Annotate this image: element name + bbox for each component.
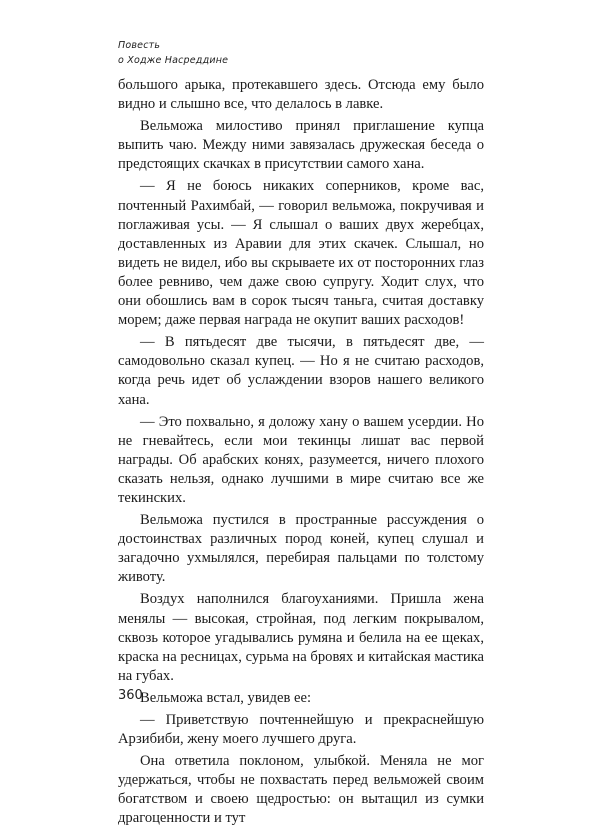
paragraph: Она ответила поклоном, улыбкой. Меняла не мог удержаться, чтобы не похвастать перед вельможей своим богатством и своею щедростью: он вытащил из сумки драгоценности и тут <box>118 753 484 827</box>
paragraph: — Это похвально, я доложу хану о вашем усердии. Но не гневайтесь, если мои текинцы лишат вас первой награды. Об арабских конях, разумеется, ничего плохого сказать нельзя, однако лучшими в мире считаю все же текинских. <box>118 413 484 506</box>
running-head-title: Повесть <box>118 40 161 51</box>
paragraph: — В пятьдесят две тысячи, в пятьдесят две, — самодовольно сказал купец. — Но я не считаю расходов, когда речь идет об услаждении взоров нашего великого хана. <box>118 334 484 408</box>
paragraph: Воздух наполнился благоуханиями. Пришла жена менялы — высокая, стройная, под легким покрывалом, сквозь которое угадывались румяна и белила на ее щеках, краска на ресницах, сурьма на бровях и китайская мастика на губах. <box>118 591 484 684</box>
paragraph: — Я не боюсь никаких соперников, кроме вас, почтенный Рахимбай, — говорил вельможа, покручивая и поглаживая усы. — Я слышал о ваших двух жеребцах, доставленных из Аравии для этих скачек. Слышал, но видеть не видел, ибо вы скрываете их от посторонних глаз более ревниво, чем даже свою супругу. Ходит слух, что они обошлись вам в сорок тысяч таньга, считая доставку морем; даже первая награда не окупит ваших расходов! <box>118 178 484 329</box>
paragraph: Вельможа встал, увидев ее: <box>140 689 311 706</box>
paragraph: большого арыка, протекавшего здесь. Отсюда ему было видно и слышно все, что делалось в лавке. <box>118 77 484 113</box>
paragraph: Вельможа милостиво принял приглашение купца выпить чаю. Между ними завязалась дружеская беседа о предстоящих скачках в присутствии самого хана. <box>118 118 484 173</box>
running-head <box>118 38 228 68</box>
body-text <box>118 76 484 829</box>
paragraph: Вельможа пустился в пространные рассуждения о достоинствах различных пород коней, купец слушал и загадочно ухмылялся, перебирая пальцами по толстому животу. <box>118 512 484 586</box>
running-head-subtitle: о Ходже Насреддине <box>118 55 229 66</box>
paragraph: — Приветствую почтеннейшую и прекраснейшую Арзибиби, жену моего лучшего друга. <box>118 712 484 748</box>
page-number: 360 <box>118 688 143 703</box>
